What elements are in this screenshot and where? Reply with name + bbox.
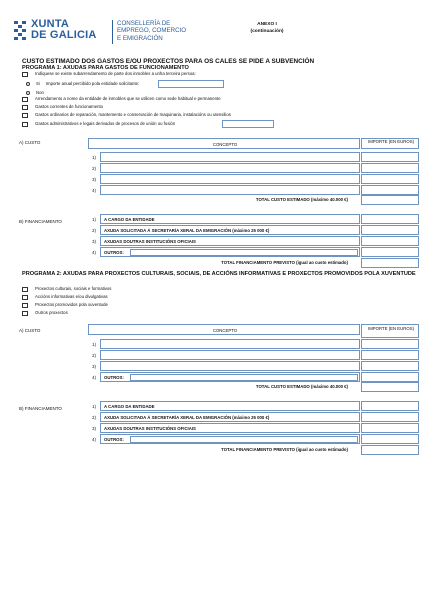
fin2-importe-field[interactable] bbox=[361, 412, 419, 422]
fin1-label: B) FINANCIAMENTO bbox=[19, 219, 62, 224]
custo1-importe-header bbox=[361, 138, 419, 149]
galicia-shield-icon bbox=[14, 21, 27, 41]
fin1-row bbox=[100, 214, 360, 224]
p2-item-checkbox[interactable] bbox=[22, 303, 28, 308]
subarrendamento-label: Indíquese se existe subarrendamento de parte dos inmobles a unha terceira persoa: bbox=[35, 71, 196, 76]
p1-item-row bbox=[22, 96, 221, 103]
importe-header-label: IMPORTE (EN EUROS) bbox=[368, 139, 414, 144]
custo1-total-field[interactable] bbox=[361, 195, 419, 205]
p2-item-checkbox[interactable] bbox=[22, 295, 28, 300]
p2-item-label: Proxectos culturais, sociais e formativos bbox=[35, 286, 112, 291]
p2-item-row bbox=[22, 294, 108, 301]
importe-header-label: IMPORTE (EN EUROS) bbox=[368, 326, 414, 331]
importe-label: Importe anual percibido pola entidade solicitante: bbox=[45, 81, 140, 86]
custo1-concepto-field[interactable] bbox=[100, 185, 360, 195]
row-number: 1) bbox=[92, 155, 96, 160]
row-number: 2) bbox=[92, 166, 96, 171]
fin2-importe-field[interactable] bbox=[361, 401, 419, 411]
row-number: 4) bbox=[92, 437, 96, 442]
row-number: 4) bbox=[92, 375, 96, 380]
programa2-title: PROGRAMA 2: AXUDAS PARA PROXECTOS CULTURAIS, SOCIAIS, DE ACCIÓNS INFORMATIVAS E PROXECTOS PROMOVIDOS POLA XUVENTUDE bbox=[22, 271, 416, 277]
fin-row-label: A CARGO DA ENTIDADE bbox=[104, 217, 155, 222]
p1-item-checkbox[interactable] bbox=[22, 97, 28, 102]
p2-item-label: Outros proxectos bbox=[35, 310, 68, 315]
custo2-concepto-field[interactable] bbox=[100, 361, 360, 371]
fin2-total-label: TOTAL FINANCIAMENTO PREVISTO (igual ao custo estimado) bbox=[221, 447, 348, 452]
p1-item-row bbox=[22, 112, 231, 119]
custo2-importe-field[interactable] bbox=[361, 372, 419, 382]
fin2-row bbox=[100, 434, 360, 444]
fin2-row bbox=[100, 423, 360, 433]
annex-label bbox=[236, 22, 298, 35]
p2-item-label: Accións informativas e/ou divulgativas bbox=[35, 294, 108, 299]
programa1-title: PROGRAMA 1: AXUDAS PARA GASTOS DE FUNCIONAMENTO bbox=[22, 65, 189, 71]
p1-item-row bbox=[22, 104, 103, 111]
xunta-logo bbox=[14, 18, 108, 46]
p1-item-checkbox[interactable] bbox=[22, 105, 28, 110]
custo1-concepto-field[interactable] bbox=[100, 174, 360, 184]
custo2-concepto-field[interactable] bbox=[100, 339, 360, 349]
custo2-row bbox=[100, 372, 360, 382]
custo1-importe-field[interactable] bbox=[361, 185, 419, 195]
annex-subtitle: (continuación) bbox=[250, 28, 284, 34]
logo-text bbox=[31, 19, 97, 41]
custo2-label: A) CUSTO bbox=[19, 328, 41, 333]
fin1-importe-field[interactable] bbox=[361, 236, 419, 246]
p2-item-checkbox[interactable] bbox=[22, 311, 28, 316]
fin1-outros-field[interactable] bbox=[130, 249, 358, 256]
custo1-concepto-header bbox=[88, 138, 360, 149]
row-number: 4) bbox=[92, 188, 96, 193]
p1-item-label: Gastos correntes de funcionamento bbox=[35, 104, 104, 109]
row-number: 2) bbox=[92, 353, 96, 358]
custo2-importe-field[interactable] bbox=[361, 350, 419, 360]
fin-row-label: AXUDA SOLICITADA Á SECRETARÍA XERAL DA EMIGRACIÓN (máximo 25 000 €) bbox=[104, 415, 270, 420]
annex-title: ANEXO I bbox=[257, 22, 277, 27]
row-number: 3) bbox=[92, 364, 96, 369]
p2-item-row bbox=[22, 286, 111, 293]
row-number: 1) bbox=[92, 217, 96, 222]
si-row bbox=[26, 81, 139, 87]
concepto-header-label: CONCEPTO bbox=[212, 142, 238, 147]
fin2-outros-field[interactable] bbox=[130, 436, 358, 443]
outros-label: OUTROS: bbox=[104, 375, 124, 380]
row-number: 2) bbox=[92, 228, 96, 233]
subarrendamento-checkbox[interactable] bbox=[22, 72, 28, 77]
page-header bbox=[14, 18, 434, 46]
row-number: 1) bbox=[92, 404, 96, 409]
fin1-importe-field[interactable] bbox=[361, 214, 419, 224]
dept-line-2: EMPREGO, COMERCIO bbox=[117, 27, 187, 35]
custo2-importe-field[interactable] bbox=[361, 339, 419, 349]
custo1-importe-field[interactable] bbox=[361, 152, 419, 162]
fin1-row bbox=[100, 247, 360, 257]
fin2-importe-field[interactable] bbox=[361, 434, 419, 444]
row-number: 3) bbox=[92, 426, 96, 431]
custo2-outros-field[interactable] bbox=[130, 374, 358, 381]
custo2-total-label: TOTAL CUSTO ESTIMADO (máximo 40.000 €) bbox=[255, 384, 348, 389]
row-number: 1) bbox=[92, 342, 96, 347]
fusion-field[interactable] bbox=[222, 120, 274, 128]
logo-divider bbox=[112, 20, 113, 44]
p1-item-label: Gastos ordinarios de reparación, mantemento e conservación de maquinaria, instalacións ou utensilios bbox=[35, 112, 231, 117]
custo1-total-label: TOTAL CUSTO ESTIMADO (máximo 40.000 €) bbox=[255, 197, 348, 202]
non-label: Non bbox=[36, 90, 44, 95]
non-radio[interactable] bbox=[26, 91, 30, 95]
fin-row-label: AXUDAS DOUTRAS INSTITUCIÓNS OFICIAIS bbox=[104, 426, 196, 431]
fin-row-label: OUTROS: bbox=[104, 437, 124, 442]
custo2-concepto-field[interactable] bbox=[100, 350, 360, 360]
fin1-row bbox=[100, 236, 360, 246]
custo1-importe-field[interactable] bbox=[361, 163, 419, 173]
custo2-total-field[interactable] bbox=[361, 382, 419, 392]
fin2-label: B) FINANCIAMENTO bbox=[19, 406, 62, 411]
custo2-importe-field[interactable] bbox=[361, 361, 419, 371]
fin-row-label: AXUDA SOLICITADA Á SECRETARÍA XERAL DA EMIGRACIÓN (máximo 25 000 €) bbox=[104, 228, 270, 233]
si-label: Si bbox=[36, 81, 40, 86]
importe-anual-field[interactable] bbox=[158, 80, 224, 88]
si-radio[interactable] bbox=[26, 82, 30, 86]
subarrendamento-row bbox=[22, 71, 196, 78]
fin2-importe-field[interactable] bbox=[361, 423, 419, 433]
row-number: 3) bbox=[92, 239, 96, 244]
form-title: CUSTO ESTIMADO DOS GASTOS E/OU PROXECTOS PARA OS CALES SE PIDE A SUBVENCIÓN bbox=[22, 58, 315, 65]
row-number: 4) bbox=[92, 250, 96, 255]
fin2-row bbox=[100, 401, 360, 411]
fin-row-label: A CARGO DA ENTIDADE bbox=[104, 404, 155, 409]
custo2-concepto-header bbox=[88, 324, 360, 335]
fin1-importe-field[interactable] bbox=[361, 225, 419, 235]
p1-item-row bbox=[22, 121, 175, 128]
p2-item-row bbox=[22, 310, 68, 317]
fin-row-label: OUTROS: bbox=[104, 250, 124, 255]
custo1-concepto-field[interactable] bbox=[100, 152, 360, 162]
p1-item-label: Arrendamento a nome da entidade de inmobles que se utilicen como sede habitual e permanente bbox=[35, 96, 221, 101]
fin2-total-field[interactable] bbox=[361, 445, 419, 455]
p1-item-label: Gastos administrativos e legais derivados de procesos de unión ou fusión bbox=[35, 121, 176, 126]
p2-item-label: Proxectos promovidos pola xuventude bbox=[35, 302, 108, 307]
custo1-label: A) CUSTO bbox=[19, 140, 41, 145]
p2-item-checkbox[interactable] bbox=[22, 287, 28, 292]
custo2-importe-header bbox=[361, 324, 419, 338]
fin-row-label: AXUDAS DOUTRAS INSTITUCIÓNS OFICIAIS bbox=[104, 239, 196, 244]
custo1-concepto-field[interactable] bbox=[100, 163, 360, 173]
row-number: 2) bbox=[92, 415, 96, 420]
fin2-row bbox=[100, 412, 360, 422]
row-number: 3) bbox=[92, 177, 96, 182]
fin1-total-field[interactable] bbox=[361, 258, 419, 268]
dept-line-1: CONSELLERÍA DE bbox=[117, 20, 171, 27]
p1-item-checkbox[interactable] bbox=[22, 122, 28, 127]
concepto-header-label: CONCEPTO bbox=[212, 328, 238, 333]
logo-line-1: XUNTA bbox=[31, 18, 70, 30]
logo-line-2: DE GALICIA bbox=[31, 29, 97, 41]
custo1-importe-field[interactable] bbox=[361, 174, 419, 184]
fin1-total-label: TOTAL FINANCIAMENTO PREVISTO (igual ao custo estimado) bbox=[221, 260, 348, 265]
dept-line-3: E EMIGRACIÓN bbox=[117, 34, 163, 42]
p2-item-row bbox=[22, 302, 108, 309]
department-name bbox=[117, 20, 186, 42]
fin1-row bbox=[100, 225, 360, 235]
fin1-importe-field[interactable] bbox=[361, 247, 419, 257]
p1-item-checkbox[interactable] bbox=[22, 113, 28, 118]
